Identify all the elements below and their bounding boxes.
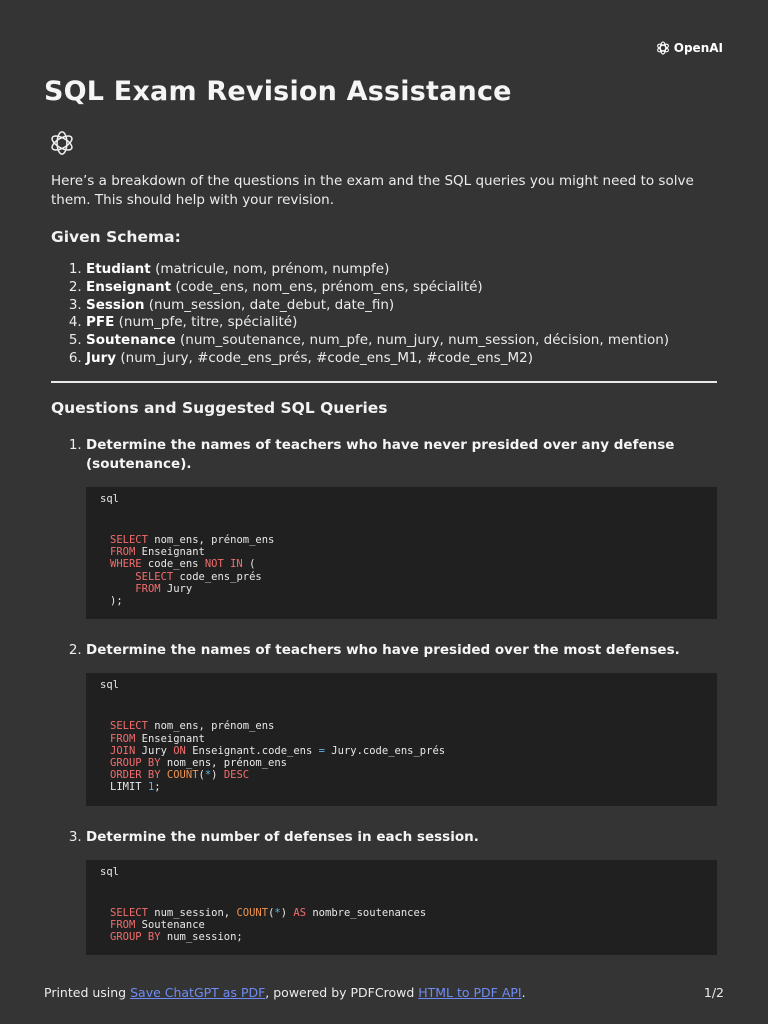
code-body[interactable] — [110, 534, 703, 607]
code-body[interactable] — [110, 720, 703, 793]
code-token: SELECT — [110, 533, 148, 546]
code-token: JOIN — [110, 744, 136, 757]
code-token: ); — [110, 595, 123, 607]
code-token: AS — [293, 906, 307, 919]
code-token: nom_ens, prénom_ens — [147, 533, 275, 546]
code-token: NOT IN — [204, 558, 243, 571]
question-text: Determine the names of teachers who have never presided over any defense (soutenance). — [86, 436, 675, 472]
brand-label: OpenAI — [673, 41, 723, 55]
code-token: ORDER BY — [110, 769, 161, 782]
intro-text: Here’s a breakdown of the questions in the exam and the SQL queries you might need to solve them. This should help with your revision. — [51, 173, 694, 208]
code-block[interactable] — [86, 673, 717, 805]
question-text: Determine the names of teachers who have presided over the most defenses. — [86, 642, 680, 659]
code-token: ; — [154, 781, 161, 794]
page-number: 1/2 — [703, 985, 724, 1000]
code-token: COUNT — [236, 906, 269, 919]
footer-credit: Printed using Save ChatGPT as PDF, powered by PDFCrowd HTML to PDF API. — [44, 985, 526, 1000]
code-token: SELECT — [110, 906, 148, 919]
schema-item: 5. Soutenance (num_soutenance, num_pfe, num_jury, num_session, décision, mention) — [86, 332, 717, 350]
questions-heading: Questions and Suggested SQL Queries — [51, 398, 388, 417]
openai-logo — [655, 40, 723, 56]
code-token: 1 — [147, 781, 155, 794]
divider — [51, 381, 717, 383]
code-token: ( — [198, 769, 205, 782]
code-token: Enseignant — [135, 546, 205, 559]
code-token: FROM — [110, 919, 136, 932]
code-token: ) — [211, 769, 224, 782]
schema-item: 6. Jury (num_jury, #code_ens_prés, #code_ens_M1, #code_ens_M2) — [86, 350, 717, 368]
code-token: nombre_soutenances — [306, 906, 427, 919]
code-token — [110, 583, 135, 595]
code-token: SELECT — [135, 570, 174, 583]
code-token: LIMIT — [110, 781, 148, 794]
code-token: ( — [268, 906, 275, 919]
html-to-pdf-link[interactable]: HTML to PDF API — [418, 985, 522, 1000]
code-body[interactable] — [110, 907, 703, 944]
code-language-label: sql — [100, 679, 119, 692]
code-token: * — [274, 906, 281, 919]
questions-list — [51, 436, 717, 956]
code-token: GROUP BY — [110, 931, 161, 944]
code-token: * — [204, 769, 212, 782]
code-token — [110, 571, 135, 583]
schema-item: 3. Session (num_session, date_debut, date_fin) — [86, 297, 717, 315]
question-item — [86, 436, 717, 619]
question-item — [86, 641, 717, 805]
page-title: SQL Exam Revision Assistance — [44, 76, 512, 107]
question-item — [86, 828, 717, 956]
schema-heading: Given Schema: — [51, 228, 181, 246]
schema-item: 2. Enseignant (code_ens, nom_ens, prénom_ens, spécialité) — [86, 279, 717, 297]
code-token: COUNT — [166, 769, 199, 782]
code-token: nom_ens, prénom_ens — [160, 757, 288, 770]
code-token: Jury — [160, 582, 193, 595]
code-token: Jury.code_ens_prés — [324, 744, 446, 757]
code-token: num_session, — [147, 906, 237, 919]
code-token: WHERE — [110, 558, 142, 571]
code-token: FROM — [135, 582, 161, 595]
code-language-label: sql — [100, 492, 119, 505]
code-token: ) — [280, 906, 294, 919]
code-token: GROUP BY — [110, 757, 161, 770]
code-token: num_session; — [160, 931, 243, 944]
assistant-avatar-icon — [48, 129, 76, 157]
code-language-label: sql — [100, 865, 119, 878]
schema-item: 1. Etudiant (matricule, nom, prénom, numpfe) — [86, 261, 717, 279]
save-chatgpt-link[interactable]: Save ChatGPT as PDF — [130, 985, 266, 1000]
code-token: DESC — [223, 769, 250, 782]
code-token: ON — [173, 744, 186, 757]
code-token: nom_ens, prénom_ens — [147, 720, 275, 733]
page-footer — [44, 985, 724, 1000]
code-token: FROM — [110, 732, 136, 745]
code-block[interactable] — [86, 487, 717, 619]
code-token: ( — [242, 558, 256, 571]
code-token: code_ens_prés — [173, 570, 262, 583]
code-token: Enseignant.code_ens — [185, 744, 319, 757]
code-token: = — [318, 744, 325, 757]
code-token: SELECT — [110, 720, 148, 733]
code-token: Enseignant — [135, 732, 205, 745]
schema-list — [51, 261, 717, 368]
schema-item: 4. PFE (num_pfe, titre, spécialité) — [86, 314, 717, 332]
message-content — [51, 172, 717, 955]
code-token: code_ens — [141, 558, 205, 571]
question-text: Determine the number of defenses in each session. — [86, 828, 479, 845]
code-token: Soutenance — [135, 919, 205, 932]
openai-icon — [655, 40, 671, 56]
code-token: Jury — [135, 744, 174, 757]
code-token: FROM — [110, 546, 136, 559]
code-block[interactable] — [86, 860, 717, 956]
